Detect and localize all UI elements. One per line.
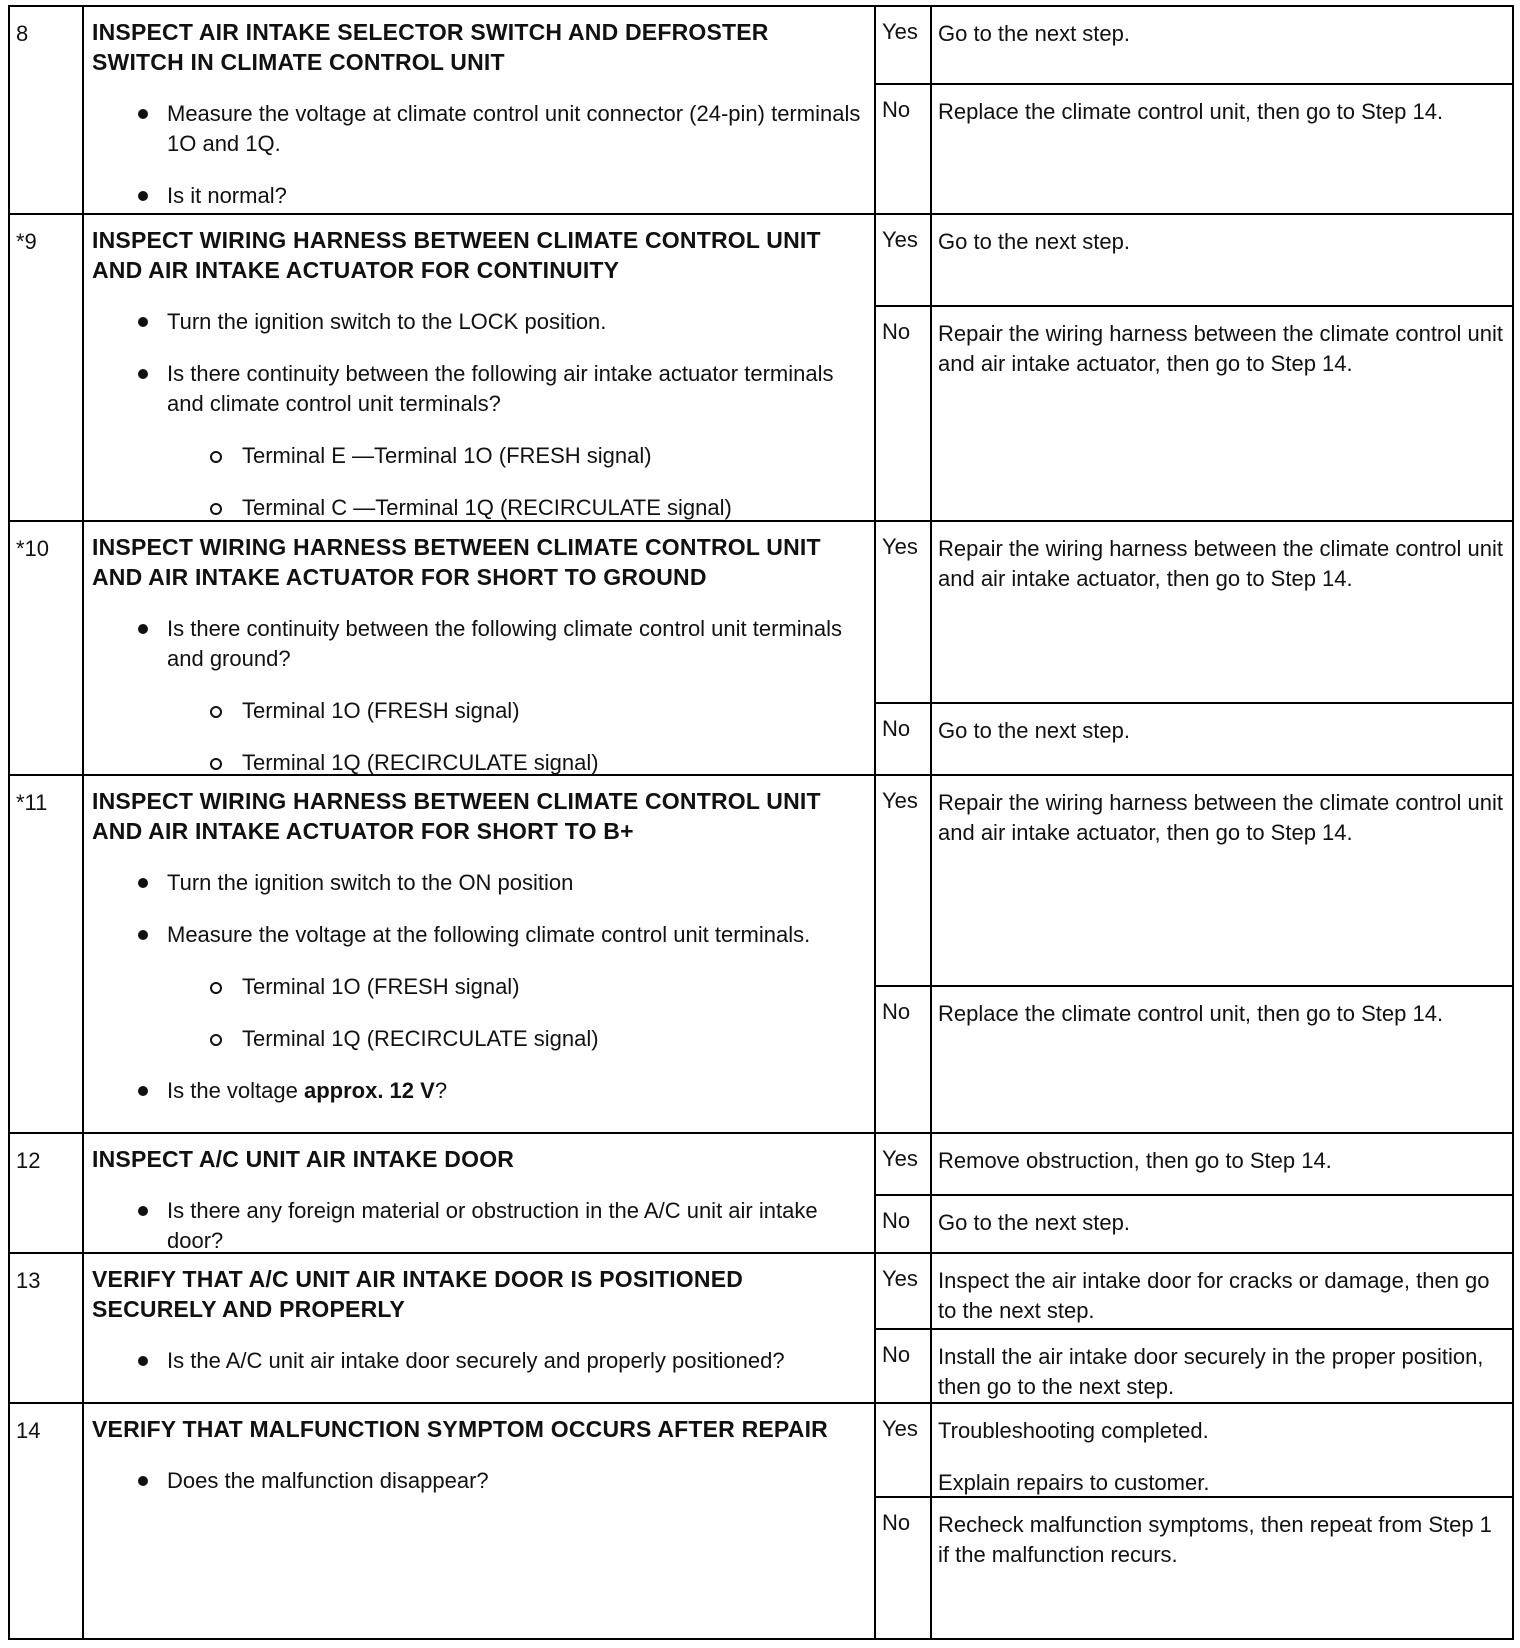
step-number: *11 — [10, 776, 84, 1132]
answer-yes — [876, 1254, 1512, 1328]
answer-no — [876, 305, 1512, 520]
answers — [876, 522, 1512, 774]
troubleshooting-table — [8, 5, 1514, 1640]
sub-bullet-item: Terminal 1Q (RECIRCULATE signal) — [92, 1024, 864, 1054]
yes-action: Troubleshooting completed. — [938, 1418, 1209, 1443]
answers — [876, 215, 1512, 520]
yes-label: Yes — [876, 776, 932, 985]
answers — [876, 1404, 1512, 1638]
yes-label: Yes — [876, 1134, 932, 1194]
no-label: No — [876, 1196, 932, 1252]
no-label: No — [876, 85, 932, 213]
answer-no — [876, 1194, 1512, 1252]
bullet-item: Is the A/C unit air intake door securely and properly positioned? — [92, 1346, 864, 1376]
answer-no — [876, 985, 1512, 1132]
step-title: INSPECT WIRING HARNESS BETWEEN CLIMATE CONTROL UNIT AND AIR INTAKE ACTUATOR FOR CONTINUITY — [92, 227, 821, 283]
answer-yes — [876, 215, 1512, 305]
no-label: No — [876, 704, 932, 774]
answers — [876, 1134, 1512, 1252]
bullet-text: ? — [434, 1078, 448, 1103]
yes-label: Yes — [876, 1404, 932, 1496]
no-action: Go to the next step. — [938, 1210, 1131, 1235]
bullet-item: Does the malfunction disappear? — [92, 1466, 864, 1496]
step-title: INSPECT WIRING HARNESS BETWEEN CLIMATE CONTROL UNIT AND AIR INTAKE ACTUATOR FOR SHORT TO B+ — [92, 788, 821, 844]
step-number: *9 — [10, 215, 84, 520]
no-action: Recheck malfunction symptoms, then repeat from Step 1 if the malfunction recurs. — [938, 1512, 1492, 1567]
step-title: INSPECT WIRING HARNESS BETWEEN CLIMATE CONTROL UNIT AND AIR INTAKE ACTUATOR FOR SHORT TO GROUND — [92, 534, 821, 590]
answer-no — [876, 1328, 1512, 1402]
no-action: Replace the climate control unit, then go to Step 14. — [938, 99, 1444, 124]
step-description — [84, 1404, 876, 1638]
sub-bullet-item: Terminal 1O (FRESH signal) — [92, 696, 864, 726]
table-row-step-13 — [10, 1252, 1512, 1402]
answer-no — [876, 702, 1512, 774]
step-number: 14 — [10, 1404, 84, 1638]
bullet-item: Is there continuity between the following air intake actuator terminals and climate control unit terminals? — [92, 359, 864, 419]
bullet-text: Is the voltage — [167, 1078, 304, 1103]
table-row-step-12 — [10, 1132, 1512, 1252]
no-action: Repair the wiring harness between the climate control unit and air intake actuator, then go to Step 14. — [938, 321, 1503, 376]
bullet-item: Measure the voltage at the following climate control unit terminals. — [92, 920, 864, 950]
sub-bullet-item: Terminal 1O (FRESH signal) — [92, 972, 864, 1002]
yes-label: Yes — [876, 215, 932, 305]
step-description — [84, 215, 876, 520]
answer-yes — [876, 522, 1512, 702]
step-title: INSPECT AIR INTAKE SELECTOR SWITCH AND DEFROSTER SWITCH IN CLIMATE CONTROL UNIT — [92, 19, 769, 75]
bullet-item: Is it normal? — [92, 181, 864, 211]
sub-bullet-item: Terminal C —Terminal 1Q (RECIRCULATE signal) — [92, 493, 864, 523]
table-row-step-11 — [10, 774, 1512, 1132]
yes-action: Remove obstruction, then go to Step 14. — [938, 1148, 1332, 1173]
bullet-item: Is there any foreign material or obstruction in the A/C unit air intake door? — [92, 1196, 864, 1256]
bullet-item — [92, 1076, 864, 1106]
no-label: No — [876, 987, 932, 1132]
yes-label: Yes — [876, 7, 932, 83]
yes-label: Yes — [876, 522, 932, 702]
step-description — [84, 1134, 876, 1252]
yes-action: Inspect the air intake door for cracks or damage, then go to the next step. — [938, 1268, 1490, 1323]
yes-action: Repair the wiring harness between the climate control unit and air intake actuator, then go to Step 14. — [938, 790, 1503, 845]
answers — [876, 7, 1512, 213]
step-description — [84, 7, 876, 213]
no-action: Install the air intake door securely in the proper position, then go to the next step. — [938, 1344, 1484, 1399]
answer-no — [876, 83, 1512, 213]
answer-yes — [876, 7, 1512, 83]
step-number: 13 — [10, 1254, 84, 1402]
step-number: *10 — [10, 522, 84, 774]
no-label: No — [876, 1498, 932, 1638]
answers — [876, 776, 1512, 1132]
no-action: Go to the next step. — [938, 718, 1131, 743]
yes-label: Yes — [876, 1254, 932, 1328]
answers — [876, 1254, 1512, 1402]
step-description — [84, 776, 876, 1132]
table-row-step-10 — [10, 520, 1512, 774]
table-row-step-14 — [10, 1402, 1512, 1638]
bullet-text-bold: approx. 12 V — [303, 1078, 435, 1103]
answer-yes — [876, 1134, 1512, 1194]
sub-bullet-item: Terminal 1Q (RECIRCULATE signal) — [92, 748, 864, 778]
yes-action: Explain repairs to customer. — [938, 1470, 1210, 1495]
answer-no — [876, 1496, 1512, 1638]
table-row-step-9 — [10, 213, 1512, 520]
step-number: 8 — [10, 7, 84, 213]
yes-action: Repair the wiring harness between the climate control unit and air intake actuator, then go to Step 14. — [938, 536, 1503, 591]
bullet-item: Turn the ignition switch to the ON position — [92, 868, 864, 898]
yes-action: Go to the next step. — [938, 229, 1131, 254]
no-label: No — [876, 307, 932, 520]
sub-bullet-item: Terminal E —Terminal 1O (FRESH signal) — [92, 441, 864, 471]
step-title: VERIFY THAT A/C UNIT AIR INTAKE DOOR IS POSITIONED SECURELY AND PROPERLY — [92, 1266, 744, 1322]
bullet-item: Turn the ignition switch to the LOCK position. — [92, 307, 864, 337]
yes-action: Go to the next step. — [938, 21, 1131, 46]
step-title: VERIFY THAT MALFUNCTION SYMPTOM OCCURS AFTER REPAIR — [92, 1416, 828, 1442]
bullet-item: Measure the voltage at climate control unit connector (24-pin) terminals 1O and 1Q. — [92, 99, 864, 159]
step-number: 12 — [10, 1134, 84, 1252]
bullet-item: Is there continuity between the following climate control unit terminals and ground? — [92, 614, 864, 674]
step-description — [84, 522, 876, 774]
step-title: INSPECT A/C UNIT AIR INTAKE DOOR — [92, 1146, 515, 1172]
no-action: Replace the climate control unit, then go to Step 14. — [938, 1001, 1444, 1026]
answer-yes — [876, 776, 1512, 985]
answer-yes — [876, 1404, 1512, 1496]
table-row-step-8 — [10, 7, 1512, 213]
step-description — [84, 1254, 876, 1402]
no-label: No — [876, 1330, 932, 1402]
